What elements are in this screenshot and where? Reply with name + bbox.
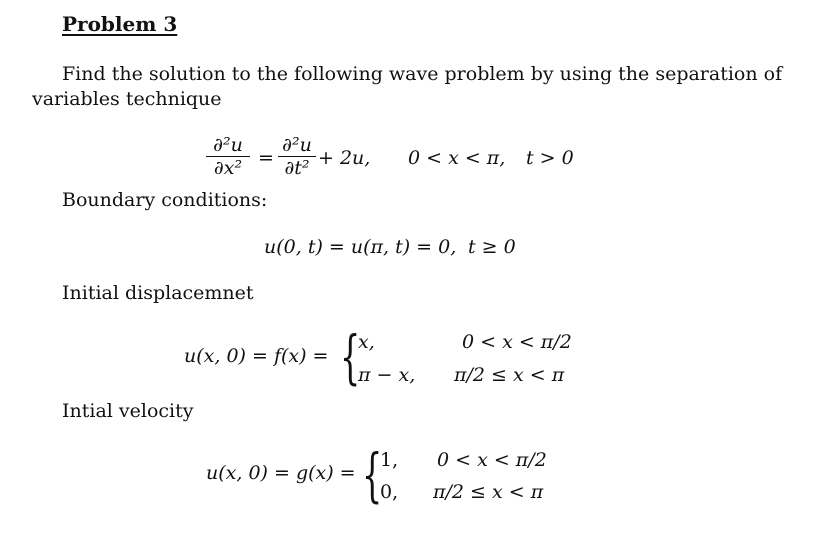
pde-time-domain: t > 0 bbox=[526, 147, 574, 169]
velocity-case2-value: 0, bbox=[380, 481, 399, 503]
rhs-numerator: ∂²u bbox=[282, 134, 312, 156]
velocity-lhs: u(x, 0) = g(x) = bbox=[206, 462, 356, 484]
intro-text-line-2: variables technique bbox=[32, 88, 222, 110]
pde-equals-sign: = bbox=[258, 147, 274, 169]
velocity-case1-range: 0 < x < π/2 bbox=[437, 449, 547, 471]
rhs-tail: + 2u, bbox=[318, 147, 371, 169]
lhs-numerator: ∂²u bbox=[213, 134, 243, 156]
displacement-case2-value: π − x, bbox=[358, 364, 416, 386]
displacement-case1-range: 0 < x < π/2 bbox=[462, 331, 572, 353]
velocity-case1-value: 1, bbox=[380, 449, 399, 471]
displacement-brace: { bbox=[340, 323, 361, 391]
velocity-case2-range: π/2 ≤ x < π bbox=[433, 481, 544, 503]
pde-spatial-domain: 0 < x < π, bbox=[408, 147, 506, 169]
lhs-denominator: ∂x² bbox=[213, 157, 243, 180]
displacement-case2-range: π/2 ≤ x < π bbox=[454, 364, 565, 386]
velocity-brace: { bbox=[362, 441, 383, 509]
intro-text-line-1: Find the solution to the following wave problem by using the separation of bbox=[62, 63, 783, 85]
boundary-condition: t ≥ 0 bbox=[468, 236, 516, 258]
displacement-case1-value: x, bbox=[358, 331, 375, 353]
boundary-label: Boundary conditions: bbox=[62, 189, 268, 211]
displacement-label: Initial displacemnet bbox=[62, 282, 254, 304]
rhs-denominator: ∂t² bbox=[284, 157, 310, 180]
lhs-fraction bbox=[206, 134, 250, 179]
rhs-fraction bbox=[278, 134, 316, 179]
velocity-label: Intial velocity bbox=[62, 400, 194, 422]
displacement-lhs: u(x, 0) = f(x) = bbox=[184, 345, 329, 367]
problem-title: Problem 3 bbox=[62, 12, 178, 36]
boundary-equation: u(0, t) = u(π, t) = 0, bbox=[264, 236, 457, 258]
